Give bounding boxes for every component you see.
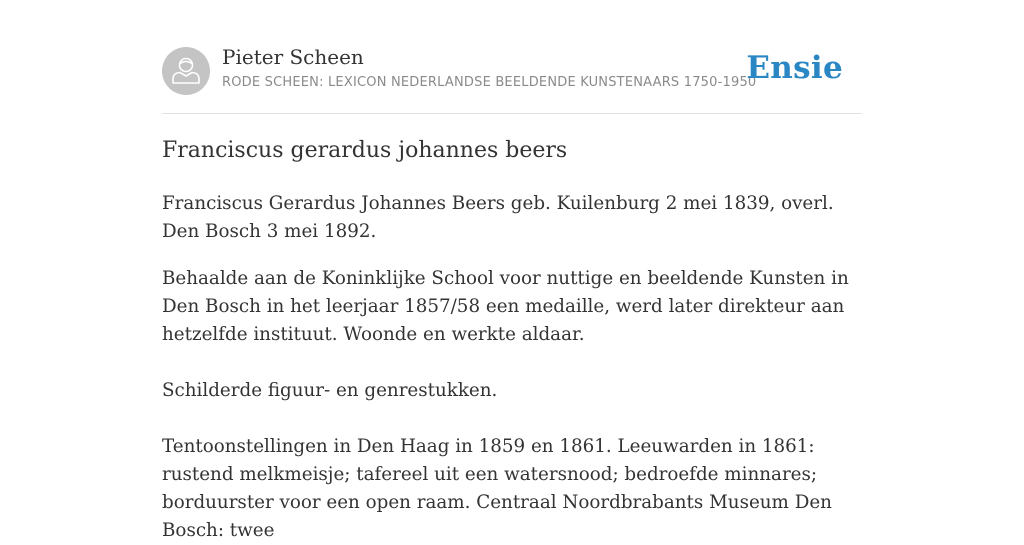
author-name[interactable]: Pieter Scheen [222,45,364,69]
user-avatar-icon [162,47,210,95]
source-title[interactable]: RODE SCHEEN: LEXICON NEDERLANDSE BEELDENDE KUNSTENAARS 1750-1950 [222,75,757,90]
article-paragraph: Behaalde aan de Koninklijke School voor nuttige en beeldende Kunsten in Den Bosch in het leerjaar 1857/58 een medaille, werd later direkteur aan hetzelfde instituut. Woonde en werkte aldaar. [162,268,849,345]
article-paragraph: Franciscus Gerardus Johannes Beers geb. Kuilenburg 2 mei 1839, overl. Den Bosch 3 mei 1892. [162,193,834,242]
article-paragraph: Tentoonstellingen in Den Haag in 1859 en 1861. Leeuwarden in 1861: rustend melkmeisje; tafereel uit een watersnood; bedroefde minnares; borduurster voor een open raam. Centraal Noordbrabants Museum Den Bosch: twee [162,436,832,541]
article-title: Franciscus gerardus johannes beers [162,138,568,163]
article-paragraph: Schilderde figuur- en genrestukken. [162,380,498,401]
ensie-logo[interactable]: Ensie [746,50,843,86]
article-header [162,0,862,114]
author-avatar[interactable] [162,47,210,95]
article-container [162,0,862,541]
